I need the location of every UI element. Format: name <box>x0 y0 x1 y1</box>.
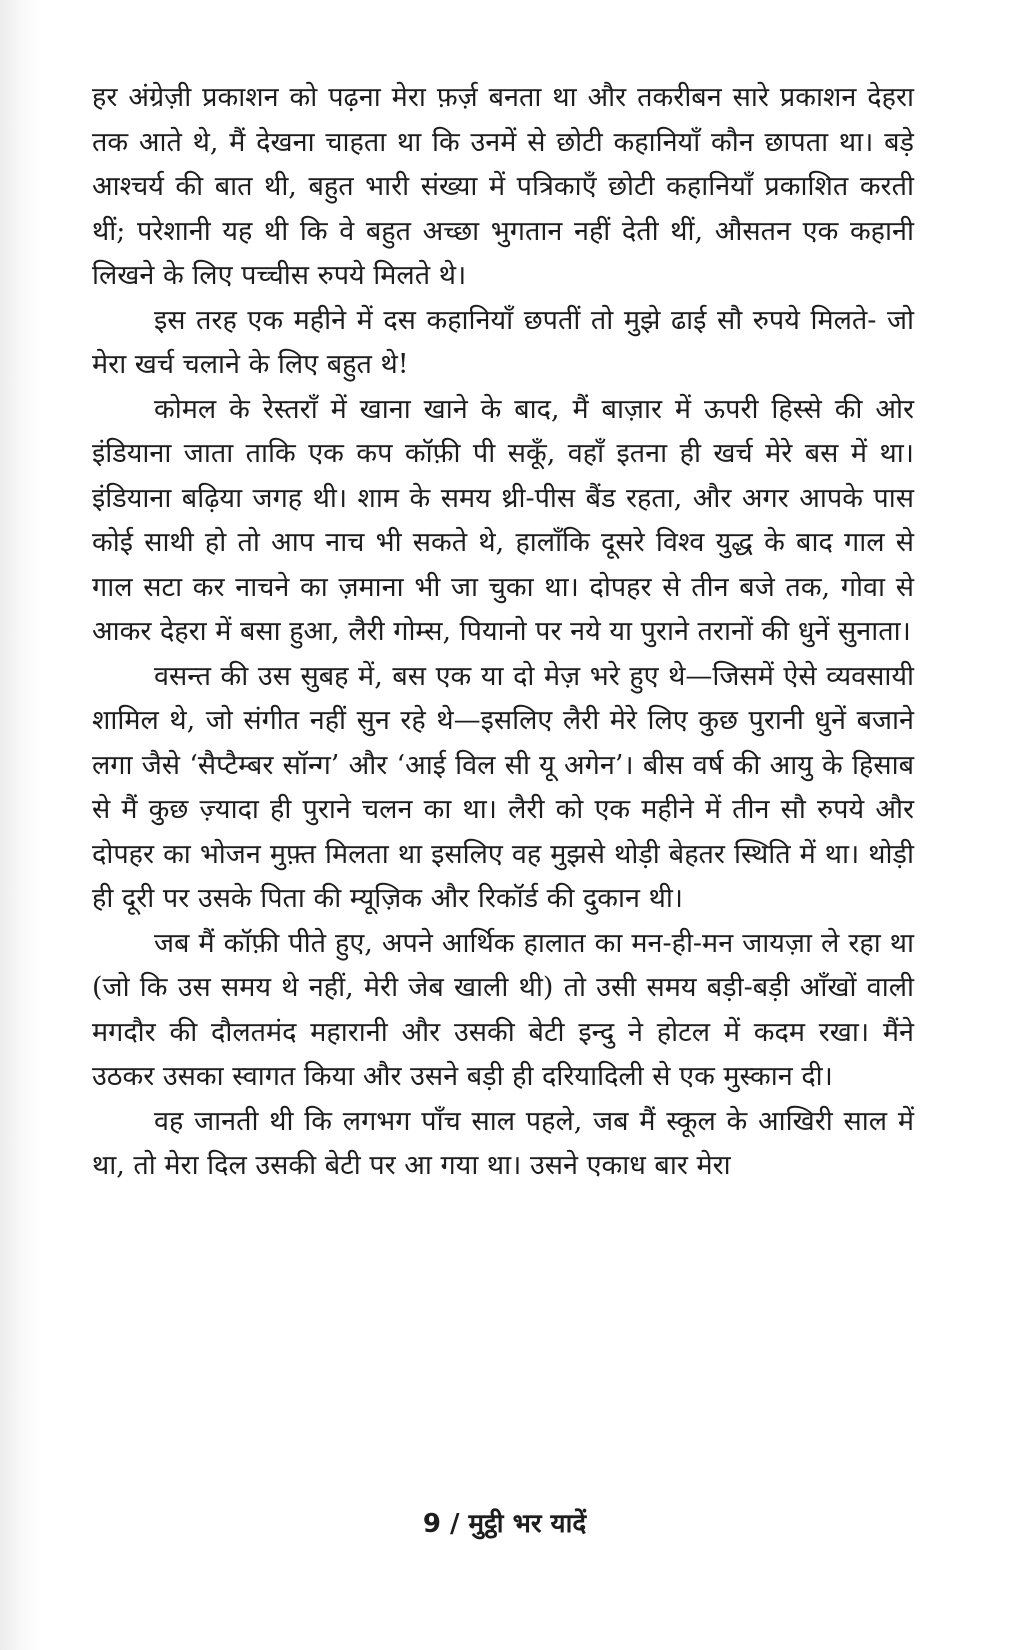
paragraph-4: वसन्त की उस सुबह में, बस एक या दो मेज़ भरे हुए थे—जिसमें ऐसे व्यवसायी शामिल थे, जो संगीत नहीं सुन रहे थे—इसलिए लैरी मेरे लिए कुछ पुरानी धुनें बजाने लगा जैसे ‘सैप्टैम्बर सॉन्ग’ और ‘आई विल सी यू अगेन’। बीस वर्ष की आयु के हिसाब से मैं कुछ ज़्यादा ही पुराने चलन का था। लैरी को एक महीने में तीन सौ रुपये और दोपहर का भोजन मुफ़्त मिलता था इसलिए वह मुझसे थोड़ी बेहतर स्थिति में था। थोड़ी ही दूरी पर उसके पिता की म्यूज़िक और रिकॉर्ड की दुकान थी। <box>92 660 914 914</box>
body-text <box>92 76 914 1189</box>
paragraph-3: कोमल के रेस्तराँ में खाना खाने के बाद, मैं बाज़ार में ऊपरी हिस्से की ओर इंडियाना जाता ताकि एक कप कॉफ़ी पी सकूँ, वहाँ इतना ही खर्च मेरे बस में था। इंडियाना बढ़िया जगह थी। शाम के समय थ्री-पीस बैंड रहता, और अगर आपके पास कोई साथी हो तो आप नाच भी सकते थे, हालाँकि दूसरे विश्व युद्ध के बाद गाल से गाल सटा कर नाचने का ज़माना भी जा चुका था। दोपहर से तीन बजे तक, गोवा से आकर देहरा में बसा हुआ, लैरी गोम्स, पियानो पर नये या पुराने तरानों की धुनें सुनाता। <box>92 393 914 647</box>
paragraph-2: इस तरह एक महीने में दस कहानियाँ छपतीं तो मुझे ढाई सौ रुपये मिलते- जो मेरा खर्च चलाने के लिए बहुत थे! <box>92 304 914 380</box>
paragraph-6: वह जानती थी कि लगभग पाँच साल पहले, जब मैं स्कूल के आखिरी साल में था, तो मेरा दिल उसकी बेटी पर आ गया था। उसने एकाध बार मेरा <box>92 1105 914 1181</box>
paragraph-5: जब मैं कॉफ़ी पीते हुए, अपने आर्थिक हालात का मन-ही-मन जायज़ा ले रहा था (जो कि उस समय थे नहीं, मेरी जेब खाली थी) तो उसी समय बड़ी-बड़ी आँखों वाली मगदौर की दौलतमंद महारानी और उसकी बेटी इन्दु ने होटल में कदम रखा। मैंने उठकर उसका स्वागत किया और उसने बड़ी ही दरियादिली से एक मुस्कान दी। <box>92 927 914 1092</box>
page-footer: 9 / मुट्ठी भर यादें <box>422 1509 587 1539</box>
paragraph-1: हर अंग्रेज़ी प्रकाशन को पढ़ना मेरा फ़र्ज़ बनता था और तकरीबन सारे प्रकाशन देहरा तक आते थे, मैं देखना चाहता था कि उनमें से छोटी कहानियाँ कौन छापता था। बड़े आश्चर्य की बात थी, बहुत भारी संख्या में पत्रिकाएँ छोटी कहानियाँ प्रकाशित करती थीं; परेशानी यह थी कि वे बहुत अच्छा भुगतान नहीं देती थीं, औसतन एक कहानी लिखने के लिए पच्चीस रुपये मिलते थे। <box>92 82 914 291</box>
